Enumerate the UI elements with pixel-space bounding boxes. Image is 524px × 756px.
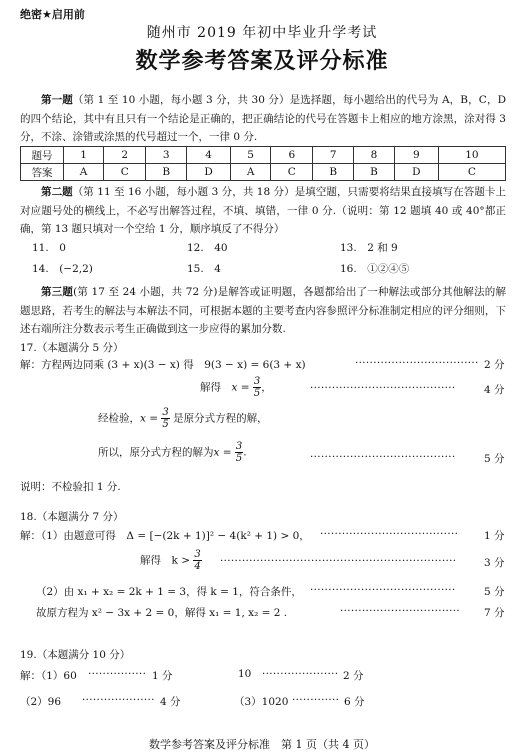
score-dots: ·············	[292, 694, 340, 706]
table-cell: D	[187, 164, 231, 181]
score-dots: ·································	[340, 605, 461, 617]
score: 2 分	[484, 359, 505, 371]
part3-paragraph	[20, 283, 506, 339]
q17-so-pre: 所以，原分式方程的解为	[98, 446, 214, 459]
score: 1 分	[152, 670, 173, 682]
fraction	[193, 549, 201, 572]
score: 5 分	[484, 453, 505, 465]
table-cell: 2	[104, 147, 146, 164]
fraction	[161, 407, 169, 430]
q17-x: x =	[231, 381, 250, 394]
fraction-numerator: 3	[235, 441, 243, 452]
score-dots: ·····················	[262, 668, 339, 680]
row-label: 题号	[21, 147, 64, 164]
score-dots: ········································	[310, 584, 456, 596]
part3-lead: 第三题	[41, 286, 74, 298]
table-cell: D	[394, 164, 438, 181]
part2-lead: 第二题	[41, 186, 73, 198]
q17-solve-label: 解得	[200, 381, 232, 394]
table-cell: C	[104, 164, 146, 181]
score: 4 分	[160, 696, 181, 708]
fraction-numerator: 3	[253, 376, 261, 387]
score-dots: ········································	[310, 451, 456, 463]
q17-x: x =	[140, 412, 159, 425]
fraction-denominator: 5	[253, 388, 261, 399]
score: 4 分	[484, 384, 505, 396]
row-label: 答案	[21, 164, 64, 181]
table-cell: 6	[271, 147, 313, 164]
q19-answer-1: 解：（1）60	[20, 670, 77, 682]
confidential-label: 绝密★启用前	[20, 8, 85, 21]
table-cell: 1	[64, 147, 104, 164]
q18-line4: 故原方程为 x² − 3x + 2 = 0，解得 x₁ = 1, x₂ = 2 .	[36, 607, 288, 619]
table-cell: 4	[187, 147, 231, 164]
q18-heading: 18.（本题满分 7 分）	[20, 511, 124, 523]
table-cell: B	[146, 164, 187, 181]
score: 7 分	[484, 607, 505, 619]
q17-note: 说明：不检验扣 1 分.	[20, 481, 121, 493]
score: 1 分	[484, 530, 505, 542]
fraction-denominator: 5	[162, 419, 169, 430]
q17-conclusion: 所以，原分式方程的解为x = $\frac{3}{5}$ .	[98, 441, 247, 464]
page-footer: 数学参考答案及评分标准 第 1 页（共 4 页）	[149, 738, 375, 751]
fraction	[253, 376, 261, 399]
page-title: 数学参考答案及评分标准	[135, 49, 389, 74]
part2-paragraph	[20, 183, 506, 239]
q17-heading: 17.（本题满分 5 分）	[20, 342, 124, 354]
answer-12: 12. 40	[187, 242, 228, 254]
q17-check-post: 是原分式方程的解，	[173, 412, 268, 425]
score-dots: ·································································	[220, 555, 457, 567]
fraction-numerator: 3	[194, 549, 201, 560]
q18-solve	[140, 549, 202, 572]
score-dots: ················	[88, 668, 147, 680]
part2-text: （第 11 至 16 小题，每小题 3 分，共 18 分）是填空题，只需要将结果直接填写在答题卡上对应题号处的横线上，不必写出解答过程，不填、填错，一律 0 分.（说明：第 12 题填 40 或 40°都正确，第 13 题只填对一个空给 1 分，顺序填反了不得分）	[20, 186, 507, 235]
table-row	[21, 164, 506, 181]
fraction	[235, 441, 243, 464]
q18-line3: （2）由 x₁ + x₂ = 2k + 1 = 3，得 k = 1，符合条件，	[36, 586, 302, 598]
q19-answer-3: （2）96	[20, 696, 62, 708]
q17-x: x =	[213, 446, 232, 459]
q19-heading: 19.（本题满分 10 分）	[20, 649, 131, 661]
q19-answer-4: （3）1020	[234, 696, 289, 708]
answer-11: 11. 0	[32, 242, 66, 254]
answer-15: 15. 4	[187, 263, 221, 275]
table-cell: 3	[146, 147, 187, 164]
fraction-denominator: 5	[235, 453, 243, 464]
table-cell: C	[438, 164, 505, 181]
q19-answer-2: 10	[238, 668, 252, 680]
table-cell: 10	[438, 147, 505, 164]
table-cell: B	[313, 164, 354, 181]
score-dots: ······································	[320, 528, 459, 540]
table-cell: 9	[394, 147, 438, 164]
part1-paragraph	[20, 91, 506, 147]
table-cell: 7	[313, 147, 354, 164]
part3-text: (第 17 至 24 小题，共 72 分)是解答或证明题，各题都给出了一种解法或部分其他解法的解题思路，若考生的解法与本解法不同，可根据本题的主要考查内容参照评分标准制定相应的评分细则，下述右端所注分数表示考生正确做到这一步应得的累加分数.	[20, 286, 506, 335]
score-dots: ····················	[82, 694, 155, 706]
score-dots: ········································	[310, 382, 456, 394]
table-cell: A	[231, 164, 271, 181]
score: 5 分	[484, 586, 505, 598]
score: 2 分	[343, 670, 364, 682]
part1-lead: 第一题	[41, 94, 73, 106]
exam-subtitle: 随州市 2019 年初中毕业升学考试	[146, 25, 378, 41]
q18-line1: 解：（1）由题意可得 Δ = [−(2k + 1)]² − 4(k² + 1) > 0，	[20, 530, 310, 542]
answer-14: 14. (−2,2)	[32, 263, 93, 275]
q17-solve: 解得 x = $\frac{3}{5}$ ，	[200, 376, 272, 399]
q17-line1: 解：方程两边同乘 (3 + x)(3 − x) 得 9(3 − x) = 6(3 + x)	[20, 359, 306, 371]
q18-solve-label: 解得 k >	[140, 554, 190, 567]
score: 6 分	[344, 696, 365, 708]
q17-check-pre: 经检验，	[98, 412, 140, 425]
part1-text: （第 1 至 10 小题，每小题 3 分，共 30 分）是选择题，每小题给出的代号为 A，B，C，D 的四个结论，其中有且只有一个结论是正确的，把正确结论的代号在答题卡上相应的地方涂黑，涂对得 3 分，不涂、涂错或涂黑的代号超过一个，一律 0 分.	[20, 94, 507, 143]
score-dots: ··································	[355, 357, 479, 369]
answer-16: 16. ①②④⑤	[340, 263, 410, 275]
table-cell: A	[64, 164, 104, 181]
table-cell: 5	[231, 147, 271, 164]
answer-table	[20, 146, 506, 181]
q17-check	[98, 407, 268, 430]
table-cell: C	[271, 164, 313, 181]
table-row	[21, 147, 506, 164]
table-cell: 8	[354, 147, 395, 164]
fraction-numerator: 3	[162, 407, 169, 418]
table-cell: B	[354, 164, 395, 181]
score: 3 分	[484, 557, 505, 569]
fraction-denominator: 4	[194, 561, 201, 572]
answer-13: 13. 2 和 9	[340, 242, 398, 254]
